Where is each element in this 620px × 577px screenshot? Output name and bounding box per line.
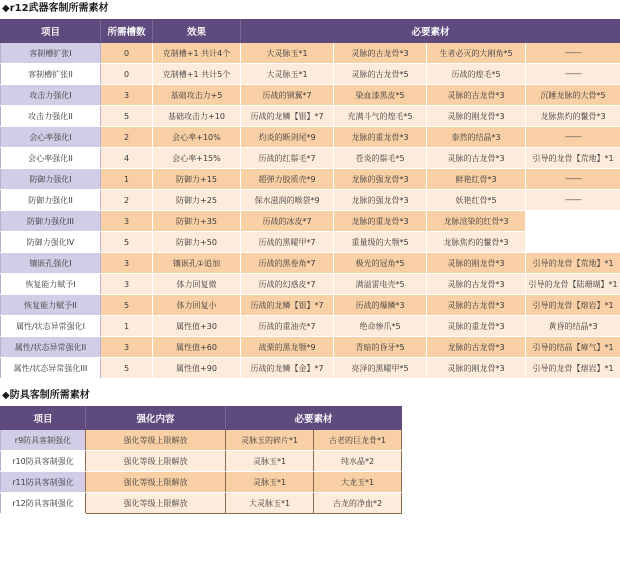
weapon-row-material-2: 充满斗气的煌毛*5 (334, 106, 427, 127)
armor-section-title (0, 387, 620, 406)
weapon-row-material-4 (526, 64, 620, 85)
weapon-row-item: 客制槽扩张II (1, 64, 101, 85)
weapon-row-material-1: 历战的黑卷角*7 (241, 253, 334, 274)
weapon-row-material-2: 龙脉的强龙骨*3 (334, 169, 427, 190)
weapon-row-material-3: 灵脉的刚龙骨*3 (427, 106, 526, 127)
armor-header-row (1, 407, 402, 430)
weapon-row-item: 属性/状态异常强化II (1, 337, 101, 358)
weapon-row-material-3: 泰然的结晶*3 (427, 127, 526, 148)
weapon-row-slots: 3 (101, 274, 153, 295)
weapon-table-row (1, 253, 620, 274)
weapon-row-material-1: 历战的黑曜甲*7 (241, 232, 334, 253)
weapon-row-slots: 5 (101, 358, 153, 379)
weapon-row-material-3: 灵脉的古龙骨*3 (427, 148, 526, 169)
weapon-row-material-4: 沉睡龙脉的大骨*5 (526, 85, 620, 106)
armor-row-material-1: 灵脉玉*1 (226, 451, 314, 472)
weapon-header-item: 项目 (1, 20, 101, 43)
weapon-row-material-2: 历战的爆鳞*3 (334, 295, 427, 316)
armor-row-effect: 强化等级上限解放 (86, 451, 226, 472)
armor-row-material-2: 古龙的净血*2 (314, 493, 402, 514)
weapon-row-material-1: 历战的重油壳*7 (241, 316, 334, 337)
armor-header-effect: 强化内容 (86, 407, 226, 430)
weapon-row-slots: 1 (101, 316, 153, 337)
weapon-row-material-4: 引导的结晶【瘴气】*1 (526, 337, 620, 358)
dash-mark: —— (565, 195, 581, 205)
weapon-row-material-4: 引导的龙骨【荒地】*1 (526, 253, 620, 274)
weapon-row-slots: 3 (101, 337, 153, 358)
weapon-row-material-1: 历战的龙鳞【银】*7 (241, 106, 334, 127)
weapon-row-material-3: 灵脉的古龙骨*3 (427, 295, 526, 316)
weapon-row-effect: 会心率+10% (153, 127, 241, 148)
armor-row-item: r10防具客制强化 (1, 451, 86, 472)
weapon-row-material-4: 黄昏的结晶*3 (526, 316, 620, 337)
weapon-table-row (1, 64, 620, 85)
weapon-row-material-2: 苍炎的鬃毛*5 (334, 148, 427, 169)
weapon-row-slots: 1 (101, 169, 153, 190)
dash-mark: —— (565, 48, 581, 58)
weapon-row-slots: 4 (101, 148, 153, 169)
weapon-row-material-1: 历战的冰皮*7 (241, 211, 334, 232)
weapon-header-materials: 必要素材 (241, 20, 620, 43)
weapon-row-slots: 3 (101, 253, 153, 274)
weapon-row-slots: 3 (101, 211, 153, 232)
armor-table-body (1, 430, 402, 514)
weapon-row-slots: 5 (101, 295, 153, 316)
weapon-row-material-2: 染血漆黑皮*5 (334, 85, 427, 106)
weapon-row-effect: 体力回复微 (153, 274, 241, 295)
armor-table-row (1, 451, 402, 472)
dash-mark: —— (565, 69, 581, 79)
weapon-row-material-4: 引导的龙骨【荒地】*1 (526, 148, 620, 169)
weapon-row-material-2: 极光的冠角*5 (334, 253, 427, 274)
weapon-row-effect: 会心率+15% (153, 148, 241, 169)
weapon-row-effect: 防御力+25 (153, 190, 241, 211)
armor-header-materials: 必要素材 (226, 407, 402, 430)
armor-row-effect: 强化等级上限解放 (86, 493, 226, 514)
weapon-row-effect: 体力回复小 (153, 295, 241, 316)
weapon-row-material-3: 历战的煌毛*5 (427, 64, 526, 85)
weapon-row-material-1: 历战的钢翼*7 (241, 85, 334, 106)
weapon-row-material-2: 绝命惨爪*5 (334, 316, 427, 337)
weapon-row-effect: 克制槽+1 共计5个 (153, 64, 241, 85)
weapon-table-row (1, 295, 620, 316)
weapon-table-row (1, 127, 620, 148)
weapon-row-material-2: 满溢雷电壳*5 (334, 274, 427, 295)
armor-customization-table (0, 406, 402, 514)
weapon-row-material-2: 重量级的大颚*5 (334, 232, 427, 253)
weapon-section-title-text: ◆r12武器客制所需素材 (2, 3, 109, 14)
weapon-row-slots: 5 (101, 106, 153, 127)
weapon-row-material-1: 灼炎的断剑尾*9 (241, 127, 334, 148)
armor-row-material-1: 灵脉玉的碎片*1 (226, 430, 314, 451)
weapon-row-material-3: 龙脉焦灼的鬣骨*3 (427, 232, 526, 253)
weapon-table-row (1, 106, 620, 127)
weapon-row-material-4: 引导的龙骨【熔岩】*1 (526, 358, 620, 379)
weapon-table-row (1, 211, 620, 232)
weapon-table-row (1, 274, 620, 295)
armor-table-row (1, 493, 402, 514)
weapon-row-material-3: 灵脉的古龙骨*3 (427, 274, 526, 295)
weapon-row-effect: 属性值+60 (153, 337, 241, 358)
weapon-row-material-3: 灵脉的刚龙骨*3 (427, 253, 526, 274)
weapon-row-effect: 防御力+50 (153, 232, 241, 253)
armor-row-material-1: 大灵脉玉*1 (226, 493, 314, 514)
weapon-row-item: 属性/状态异常强化III (1, 358, 101, 379)
weapon-row-item: 防御力强化III (1, 211, 101, 232)
weapon-row-material-4 (526, 211, 620, 232)
armor-table-header (1, 407, 402, 430)
weapon-row-material-2: 亮泽的黑曜甲*5 (334, 358, 427, 379)
weapon-table-row (1, 169, 620, 190)
weapon-row-item: 恢复能力赋予I (1, 274, 101, 295)
weapon-row-effect: 属性值+30 (153, 316, 241, 337)
weapon-row-slots: 5 (101, 232, 153, 253)
weapon-row-material-3: 龙脉的古龙骨*3 (427, 337, 526, 358)
weapon-row-material-3: 灵脉的古龙骨*3 (427, 85, 526, 106)
weapon-row-effect: 属性值+90 (153, 358, 241, 379)
weapon-row-material-1: 历战的龙鳞【银】*7 (241, 295, 334, 316)
weapon-row-material-4: 龙脉焦灼的鬣骨*3 (526, 106, 620, 127)
armor-row-material-2: 古老的巨龙骨*1 (314, 430, 402, 451)
weapon-row-slots: 0 (101, 43, 153, 64)
weapon-table-row (1, 43, 620, 64)
weapon-row-material-2: 龙脉的强龙骨*3 (334, 190, 427, 211)
weapon-row-material-1: 大灵脉玉*1 (241, 43, 334, 64)
weapon-row-material-1: 大灵脉玉*1 (241, 64, 334, 85)
armor-table-row (1, 472, 402, 493)
armor-row-item: r9防具客制强化 (1, 430, 86, 451)
weapon-row-effect: 基础攻击力+5 (153, 85, 241, 106)
weapon-customization-table (0, 19, 620, 379)
weapon-row-material-1: 保水滋润的喉袋*9 (241, 190, 334, 211)
weapon-row-slots: 2 (101, 127, 153, 148)
weapon-row-material-2: 青暗的昏牙*5 (334, 337, 427, 358)
weapon-table-row (1, 337, 620, 358)
weapon-row-material-3: 灵脉的重龙骨*3 (427, 316, 526, 337)
weapon-row-slots: 2 (101, 190, 153, 211)
weapon-row-effect: 克制槽+1 共计4个 (153, 43, 241, 64)
weapon-row-item: 恢复能力赋予II (1, 295, 101, 316)
armor-header-item: 项目 (1, 407, 86, 430)
weapon-row-material-1: 历战的幻惑皮*7 (241, 274, 334, 295)
armor-row-material-2: 纯水晶*2 (314, 451, 402, 472)
weapon-row-item: 防御力强化IV (1, 232, 101, 253)
weapon-table-row (1, 316, 620, 337)
armor-row-material-1: 灵脉玉*1 (226, 472, 314, 493)
weapon-row-material-3: 龙脉渲染的红骨*3 (427, 211, 526, 232)
weapon-row-effect: 防御力+35 (153, 211, 241, 232)
weapon-table-row (1, 190, 620, 211)
weapon-row-item: 镶嵌孔强化I (1, 253, 101, 274)
weapon-row-material-1: 历战的龙鳞【金】*7 (241, 358, 334, 379)
weapon-row-material-4: 引导的龙骨【陆珊瑚】*1 (526, 274, 620, 295)
weapon-row-item: 会心率强化I (1, 127, 101, 148)
weapon-row-material-3: 妖艳红骨*5 (427, 190, 526, 211)
armor-section-title-text: ◆防具客制所需素材 (2, 390, 90, 401)
dash-mark: —— (565, 174, 581, 184)
weapon-row-item: 客制槽扩张I (1, 43, 101, 64)
weapon-row-item: 属性/状态异常强化I (1, 316, 101, 337)
weapon-row-material-4: 引导的龙骨【熔岩】*1 (526, 295, 620, 316)
weapon-table-body (1, 43, 620, 379)
weapon-row-item: 攻击力强化II (1, 106, 101, 127)
armor-row-item: r12防具客制强化 (1, 493, 86, 514)
weapon-row-material-3: 生者必灭的大刚角*5 (427, 43, 526, 64)
weapon-row-slots: 0 (101, 64, 153, 85)
weapon-table-row (1, 85, 620, 106)
weapon-table-row (1, 232, 620, 253)
weapon-row-item: 会心率强化II (1, 148, 101, 169)
weapon-row-material-1: 超弹力胶质壳*9 (241, 169, 334, 190)
weapon-row-item: 攻击力强化I (1, 85, 101, 106)
weapon-row-material-2: 灵脉的古龙骨*5 (334, 64, 427, 85)
weapon-table-row (1, 148, 620, 169)
armor-row-effect: 强化等级上限解放 (86, 472, 226, 493)
weapon-row-material-1: 战栗的黑龙颚*9 (241, 337, 334, 358)
weapon-row-material-2: 灵脉的古龙骨*3 (334, 43, 427, 64)
weapon-row-material-4 (526, 190, 620, 211)
weapon-header-effect: 效果 (153, 20, 241, 43)
weapon-row-item: 防御力强化I (1, 169, 101, 190)
weapon-row-material-4 (526, 232, 620, 253)
weapon-row-material-2: 龙脉的重龙骨*3 (334, 127, 427, 148)
armor-table-row (1, 430, 402, 451)
weapon-header-slots: 所需槽数 (101, 20, 153, 43)
weapon-row-effect: 镶嵌孔①追加 (153, 253, 241, 274)
armor-row-material-2: 大龙玉*1 (314, 472, 402, 493)
section-spacer (0, 379, 620, 387)
armor-row-effect: 强化等级上限解放 (86, 430, 226, 451)
weapon-row-effect: 防御力+15 (153, 169, 241, 190)
weapon-section-title (0, 0, 620, 19)
weapon-table-row (1, 358, 620, 379)
weapon-row-effect: 基础攻击力+10 (153, 106, 241, 127)
weapon-row-material-4 (526, 169, 620, 190)
weapon-row-material-2: 龙脉的重龙骨*3 (334, 211, 427, 232)
weapon-row-item: 防御力强化II (1, 190, 101, 211)
weapon-row-material-3: 鲜艳红骨*3 (427, 169, 526, 190)
weapon-row-material-4 (526, 43, 620, 64)
weapon-table-header (1, 20, 620, 43)
weapon-row-slots: 3 (101, 85, 153, 106)
weapon-header-row (1, 20, 620, 43)
weapon-row-material-4 (526, 127, 620, 148)
weapon-row-material-3: 灵脉的刚龙骨*3 (427, 358, 526, 379)
dash-mark: —— (565, 132, 581, 142)
armor-row-item: r11防具客制强化 (1, 472, 86, 493)
weapon-row-material-1: 历战的红鬃毛*7 (241, 148, 334, 169)
